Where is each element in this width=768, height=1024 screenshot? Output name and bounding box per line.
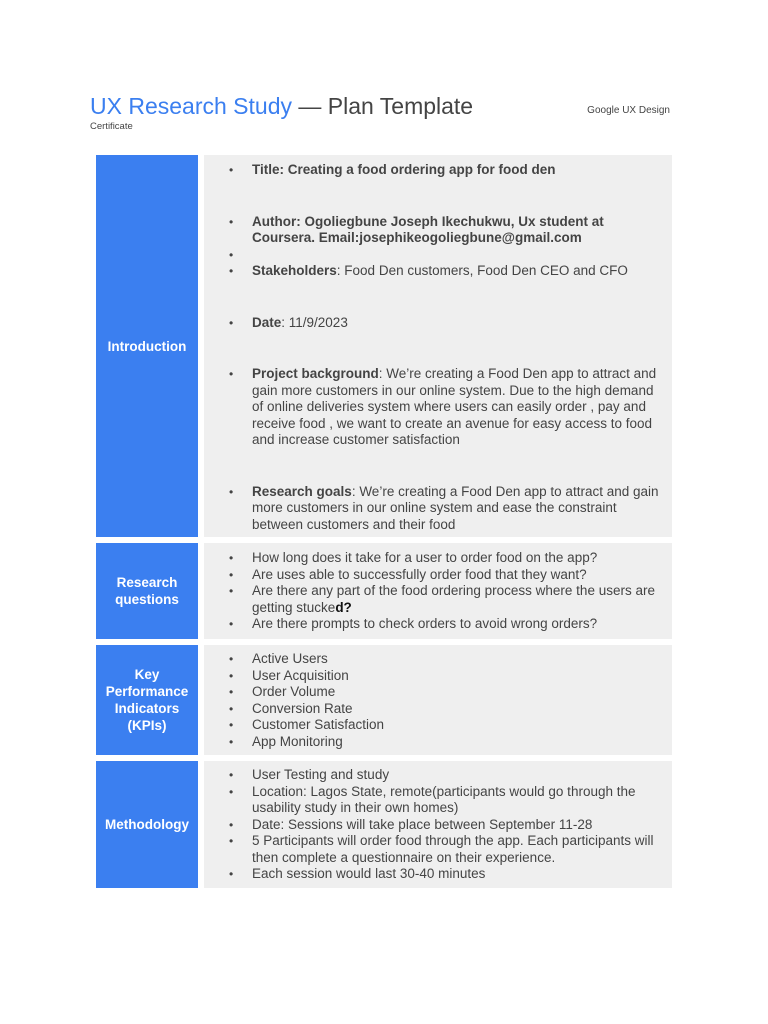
kpis-label: Key Performance Indicators (KPIs) <box>96 645 198 755</box>
date-value: : 11/9/2023 <box>281 314 348 330</box>
list-item <box>204 315 672 332</box>
title-accent: UX Research Study <box>90 93 292 119</box>
document-header <box>90 92 672 136</box>
background-label: Project background <box>252 366 379 381</box>
title-rest: — Plan Template <box>291 93 474 119</box>
list-item <box>204 583 672 616</box>
list-item: • Location: Lagos State, remote(participants would go through the usability study in their own homes) <box>204 784 672 817</box>
introduction-label: Introduction <box>96 155 198 537</box>
background-value: : We’re creating a Food Den app to attract and gain more customers in our online system. Due to the high demand of online deliveries system where users can easily order , pay and receive food , we want to create an avenue for easy access to food and increase customer satisfaction <box>252 366 657 447</box>
list-item: • Each session would last 30-40 minutes <box>204 866 672 883</box>
question-end: d? <box>335 599 352 615</box>
plan-table <box>96 155 672 894</box>
stakeholders-label: Stakeholders <box>252 263 337 278</box>
program-name: Google UX Design <box>587 105 670 116</box>
list-item: • Active Users <box>204 651 672 668</box>
author-field: Author: Ogoliegbune Joseph Ikechukwu, Ux student at Coursera. Email:josephikeogoliegbune@gmail.com <box>252 213 604 245</box>
goals-label: Research goals <box>252 483 352 499</box>
empty-list-item <box>204 247 672 264</box>
list-item: • Conversion Rate <box>204 701 672 718</box>
list-item <box>204 484 672 534</box>
introduction-content <box>204 155 672 537</box>
methodology-label: Methodology <box>96 761 198 888</box>
certificate-label: Certificate <box>90 121 133 132</box>
research-questions-content <box>204 543 672 639</box>
list-item: • How long does it take for a user to order food on the app? <box>204 550 672 567</box>
question-text: Are there any part of the food ordering process where the users are getting stucke <box>252 583 655 615</box>
list-item <box>204 366 672 449</box>
research-questions-row <box>96 543 672 639</box>
research-questions-label: Research questions <box>96 543 198 639</box>
title-field: Title: Creating a food ordering app for food den <box>252 162 556 177</box>
list-item: • App Monitoring <box>204 734 672 751</box>
list-item <box>204 263 672 280</box>
list-item <box>204 214 672 247</box>
list-item: • User Testing and study <box>204 767 672 784</box>
document-title <box>90 92 473 120</box>
list-item <box>204 162 672 179</box>
list-item: • Are uses able to successfully order food that they want? <box>204 567 672 584</box>
date-label: Date <box>252 314 282 330</box>
list-item: • User Acquisition <box>204 668 672 685</box>
introduction-row <box>96 155 672 537</box>
list-item: • Date: Sessions will take place between September 11-28 <box>204 817 672 834</box>
kpis-content <box>204 645 672 755</box>
methodology-content <box>204 761 672 888</box>
kpis-row <box>96 645 672 755</box>
list-item: • Customer Satisfaction <box>204 717 672 734</box>
list-item: • Are there prompts to check orders to avoid wrong orders? <box>204 616 672 633</box>
stakeholders-value: : Food Den customers, Food Den CEO and CFO <box>336 263 628 278</box>
list-item: • Order Volume <box>204 684 672 701</box>
goals-value: : We’re creating a Food Den app to attract and gain more customers in our online system and ease the constraint between customers and their food <box>252 483 659 532</box>
list-item: • 5 Participants will order food through the app. Each participants will then complete a questionnaire on their experience. <box>204 833 672 866</box>
methodology-row <box>96 761 672 888</box>
